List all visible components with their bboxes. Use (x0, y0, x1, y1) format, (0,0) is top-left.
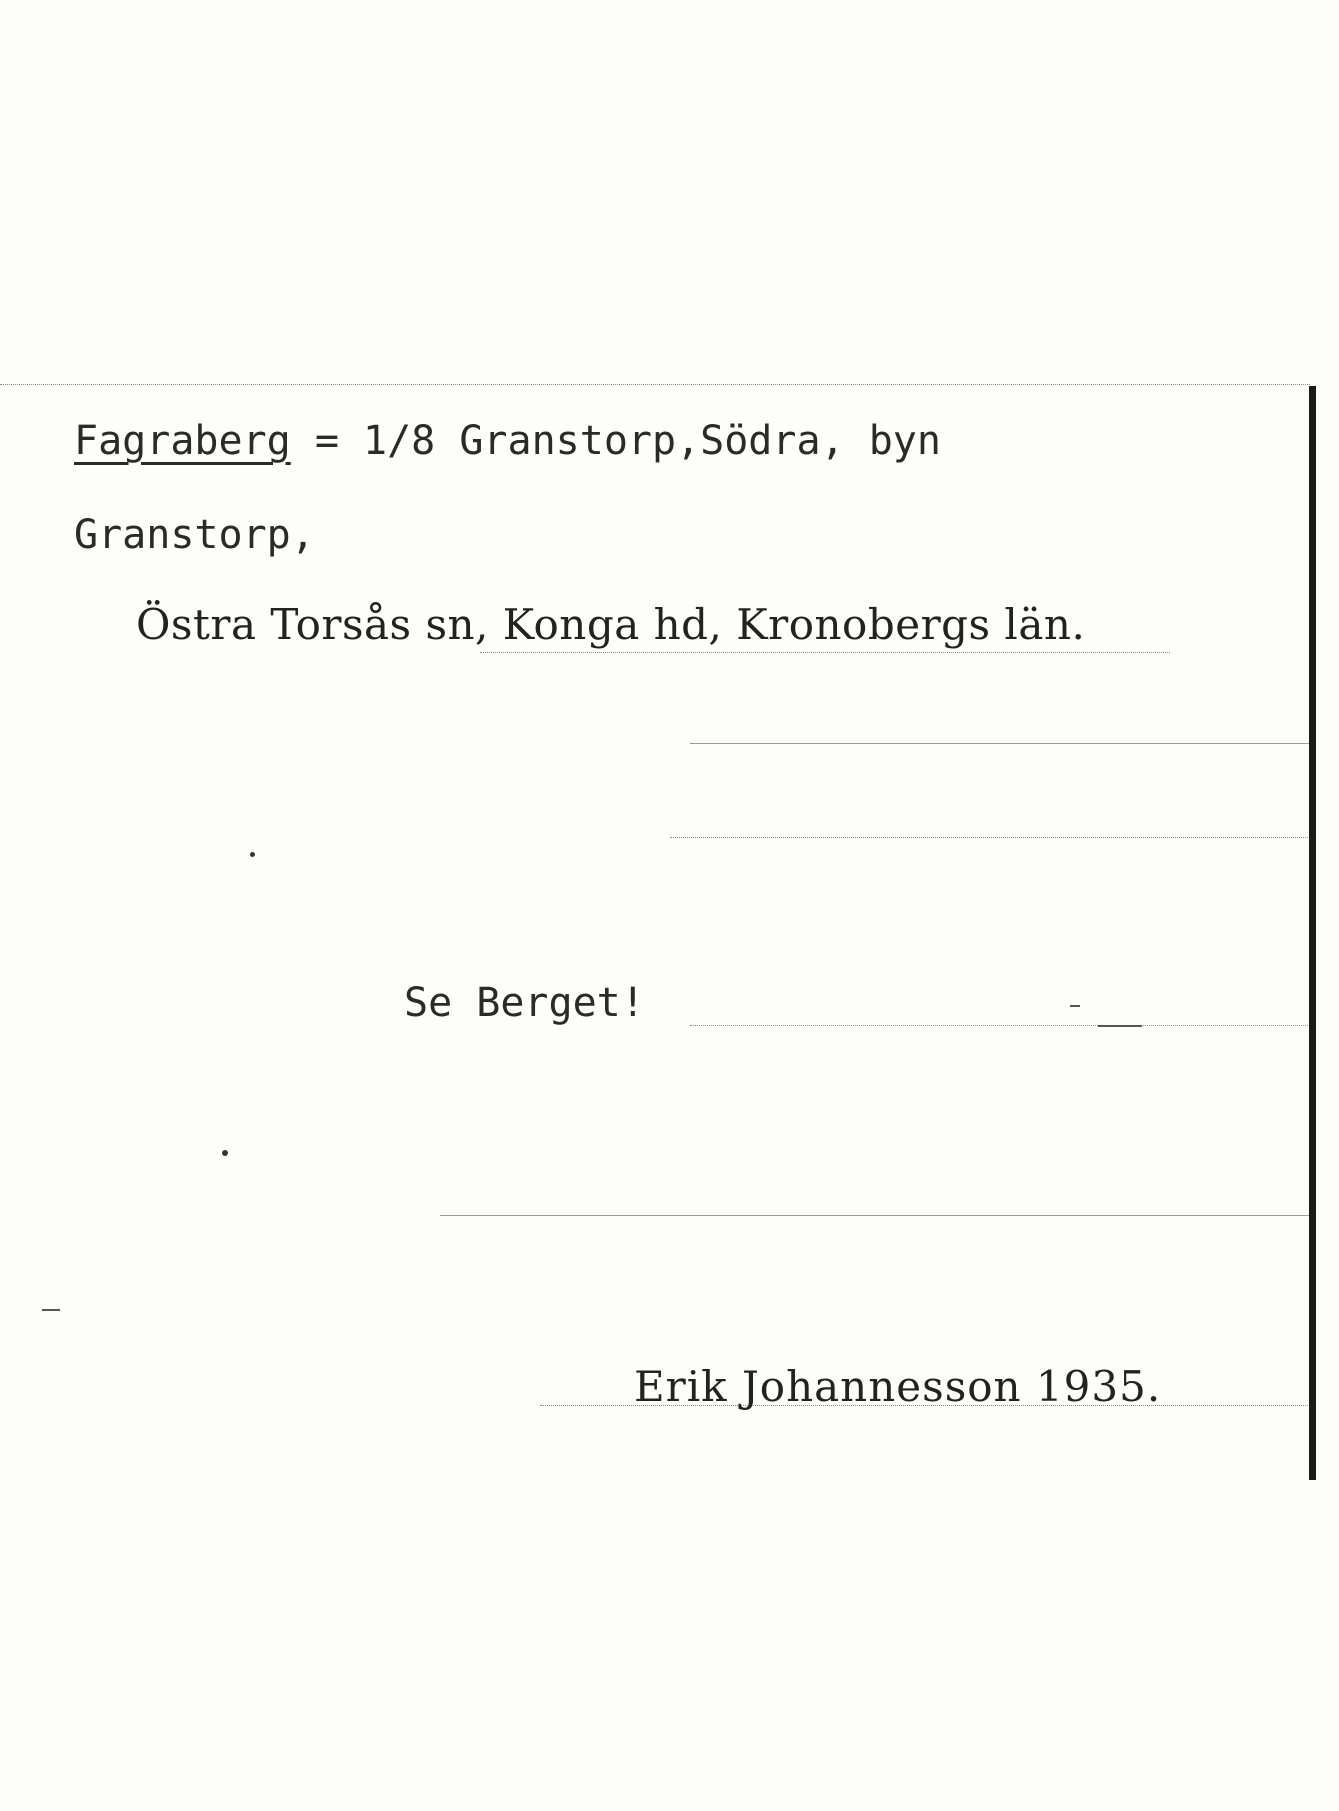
ink-speck (250, 852, 255, 857)
heading-continuation: Granstorp, (74, 512, 315, 558)
ink-speck (222, 1150, 228, 1156)
top-rule (0, 384, 1310, 385)
dash-mark (1098, 1025, 1142, 1027)
cross-reference: Se Berget! (404, 980, 645, 1026)
location-rule (480, 652, 1170, 653)
location-line: Östra Torsås sn, Konga hd, Kronobergs län. (136, 600, 1086, 649)
rule-2 (670, 837, 1310, 838)
dash-mark (1070, 1005, 1080, 1007)
place-name: Fagraberg (74, 418, 291, 464)
rule-1 (690, 743, 1310, 744)
heading-rest: = 1/8 Granstorp,Södra, byn (290, 418, 941, 464)
rule-3 (690, 1025, 1310, 1026)
rule-4 (440, 1215, 1310, 1216)
edge-mark (42, 1309, 60, 1311)
right-margin-bar (1309, 386, 1316, 1480)
signature: Erik Johannesson 1935. (634, 1362, 1162, 1411)
heading-line (74, 418, 941, 464)
